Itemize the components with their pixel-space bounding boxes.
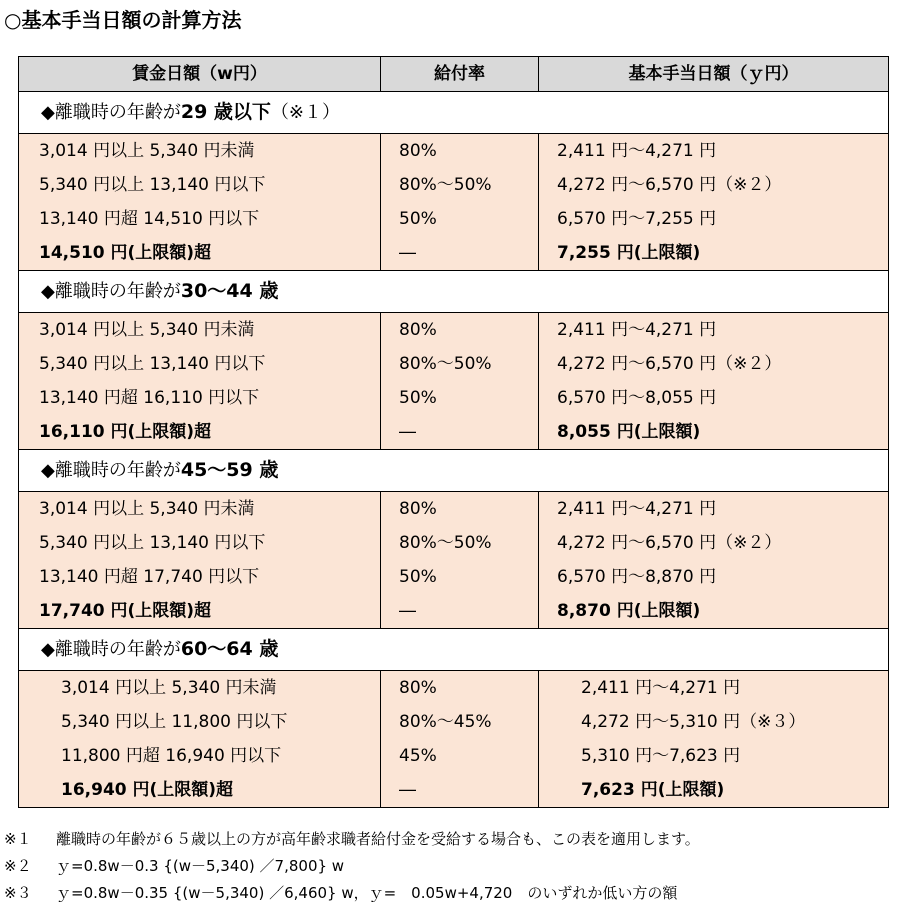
amount-cell: 7,623 円(上限額) (539, 773, 889, 808)
amount-cell: 4,272 円～6,570 円（※２） (539, 347, 889, 381)
footnote-mark: ※２ (4, 857, 32, 875)
wage-cell: 13,140 円超 17,740 円以下 (19, 560, 381, 594)
wage-cell: 3,014 円以上 5,340 円未満 (19, 492, 381, 527)
wage-cell: 5,340 円以上 13,140 円以下 (19, 526, 381, 560)
rate-cell: 80%～50% (381, 526, 539, 560)
table-row (19, 671, 889, 706)
table-row (19, 134, 889, 169)
wage-cell: 11,800 円超 16,940 円以下 (19, 739, 381, 773)
wage-cell: 16,940 円(上限額)超 (19, 773, 381, 808)
table-row (19, 492, 889, 527)
table-row-cap (19, 594, 889, 629)
amount-cell: 2,411 円～4,271 円 (539, 492, 889, 527)
table-row (19, 313, 889, 348)
amount-cell: 2,411 円～4,271 円 (539, 313, 889, 348)
amount-cell: 7,255 円(上限額) (539, 236, 889, 271)
section-suffix: （※１） (270, 102, 340, 123)
wage-cell: 3,014 円以上 5,340 円未満 (19, 134, 381, 169)
table-row (19, 202, 889, 236)
wage-cell: 5,340 円以上 13,140 円以下 (19, 347, 381, 381)
section-age: 30～44 歳 (180, 280, 279, 302)
rate-cell: ― (381, 415, 539, 450)
wage-cell: 13,140 円超 16,110 円以下 (19, 381, 381, 415)
amount-cell: 6,570 円～8,055 円 (539, 381, 889, 415)
amount-cell: 4,272 円～6,570 円（※２） (539, 168, 889, 202)
footnote-text: 離職時の年齢が６５歳以上の方が高年齢求職者給付金を受給する場合も、この表を適用します。 (56, 830, 700, 848)
footnote-text: ｙ=0.8w－0.3 {(w－5,340) ／7,800} w (56, 857, 345, 875)
table-row (19, 526, 889, 560)
table-row (19, 347, 889, 381)
wage-cell: 5,340 円以上 11,800 円以下 (19, 705, 381, 739)
amount-cell: 2,411 円～4,271 円 (539, 134, 889, 169)
table-row-cap (19, 236, 889, 271)
rate-cell: 80%～45% (381, 705, 539, 739)
amount-cell: 8,870 円(上限額) (539, 594, 889, 629)
header-row (19, 57, 889, 92)
rate-cell: 80%～50% (381, 168, 539, 202)
rate-cell: 50% (381, 560, 539, 594)
rate-cell: 80%～50% (381, 347, 539, 381)
section-header (19, 271, 889, 313)
amount-cell: 4,272 円～5,310 円（※３） (539, 705, 889, 739)
rate-cell: 80% (381, 313, 539, 348)
table-row (19, 560, 889, 594)
section-age: 60～64 歳 (180, 638, 279, 660)
table-row (19, 739, 889, 773)
amount-cell: 2,411 円～4,271 円 (539, 671, 889, 706)
rate-cell: 80% (381, 134, 539, 169)
footnote-mark: ※３ (4, 884, 32, 902)
rate-cell: 50% (381, 381, 539, 415)
amount-cell: 8,055 円(上限額) (539, 415, 889, 450)
table-row-cap (19, 415, 889, 450)
footnote-mark: ※１ (4, 830, 32, 848)
amount-cell: 6,570 円～7,255 円 (539, 202, 889, 236)
benefit-table (18, 56, 889, 808)
section-prefix: ◆離職時の年齢が (41, 460, 181, 481)
header-rate: 給付率 (381, 57, 539, 92)
rate-cell: ― (381, 594, 539, 629)
section-header (19, 450, 889, 492)
amount-cell: 5,310 円～7,623 円 (539, 739, 889, 773)
amount-cell: 4,272 円～6,570 円（※２） (539, 526, 889, 560)
section-header (19, 629, 889, 671)
rate-cell: 50% (381, 202, 539, 236)
section-header (19, 92, 889, 134)
header-wage: 賃金日額（w円） (19, 57, 381, 92)
rate-cell: 80% (381, 671, 539, 706)
wage-cell: 17,740 円(上限額)超 (19, 594, 381, 629)
footnote-text: ｙ=0.8w－0.35 {(w－5,340) ／6,460} w，ｙ= 0.05w+4,720 のいずれか低い方の額 (56, 884, 678, 902)
footnote (4, 853, 700, 880)
wage-cell: 3,014 円以上 5,340 円未満 (19, 313, 381, 348)
rate-cell: 45% (381, 739, 539, 773)
section-age: 45～59 歳 (180, 459, 279, 481)
wage-cell: 14,510 円(上限額)超 (19, 236, 381, 271)
footnote (4, 826, 700, 853)
section-prefix: ◆離職時の年齢が (41, 281, 181, 302)
amount-cell: 6,570 円～8,870 円 (539, 560, 889, 594)
rate-cell: 80% (381, 492, 539, 527)
wage-cell: 3,014 円以上 5,340 円未満 (19, 671, 381, 706)
table-row-cap (19, 773, 889, 808)
table-row (19, 705, 889, 739)
wage-cell: 5,340 円以上 13,140 円以下 (19, 168, 381, 202)
wage-cell: 13,140 円超 14,510 円以下 (19, 202, 381, 236)
page-title: ○基本手当日額の計算方法 (4, 8, 242, 32)
section-prefix: ◆離職時の年齢が (41, 639, 181, 660)
wage-cell: 16,110 円(上限額)超 (19, 415, 381, 450)
table-row (19, 168, 889, 202)
footnotes (4, 826, 700, 907)
header-amount: 基本手当日額（ｙ円） (539, 57, 889, 92)
footnote (4, 880, 700, 907)
section-age: 29 歳以下 (180, 101, 271, 123)
section-prefix: ◆離職時の年齢が (41, 102, 181, 123)
rate-cell: ― (381, 773, 539, 808)
rate-cell: ― (381, 236, 539, 271)
table-row (19, 381, 889, 415)
